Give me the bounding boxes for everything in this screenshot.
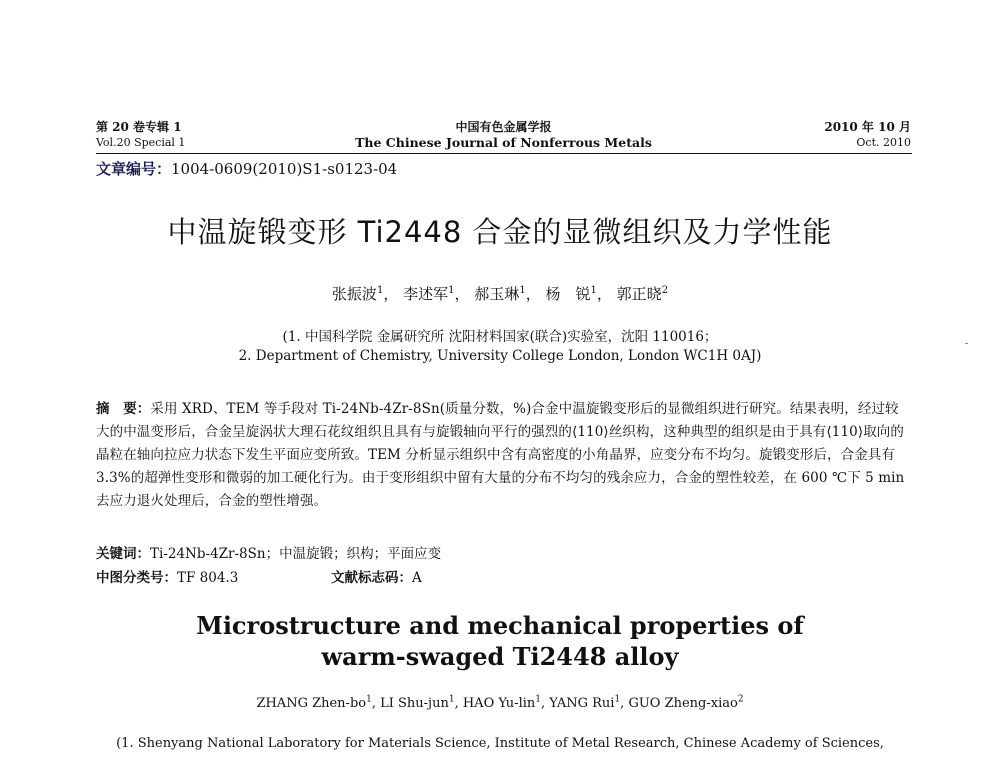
article-number-value: 1004-0609(2010)S1-s0123-04 bbox=[171, 160, 398, 178]
affiliation-cn-line1: (1. 中国科学院 金属研究所 沈阳材料国家(联合)实验室，沈阳 110016； bbox=[282, 329, 718, 345]
author-en-1: ZHANG Zhen-$bo^1$, bbox=[256, 695, 381, 712]
author-cn-3: 郝玉琳$^1$， bbox=[474, 285, 541, 303]
authors-cn bbox=[0, 283, 1000, 304]
authors-en bbox=[0, 695, 1000, 711]
keywords bbox=[96, 542, 441, 562]
affiliation-en: (1. Shenyang National Laboratory for Materials Science, Institute of Metal Research, Chinese Academy of Sciences, bbox=[116, 736, 884, 751]
clc-value: TF 804.3 bbox=[177, 570, 239, 586]
classification bbox=[96, 566, 422, 586]
author-en-2: LI Shu-jun$^1$, bbox=[380, 695, 463, 712]
title-cn: 中温旋锻变形 Ti2448 合金的显微组织及力学性能 bbox=[167, 215, 833, 249]
affiliation-cn-line2: 2. Department of Chemistry, University College London, London WC1H 0AJ) bbox=[238, 348, 762, 364]
keywords-label: 关键词： bbox=[96, 546, 150, 562]
date-cn: 2010 年 10 月 bbox=[824, 120, 911, 134]
title-en-line2: warm-swaged Ti2448 alloy bbox=[321, 642, 679, 671]
doc-code-value: A bbox=[412, 570, 422, 586]
author-cn-4: 杨 锐$^1$， bbox=[545, 285, 612, 303]
journal-name-cn: 中国有色金属学报 bbox=[455, 120, 552, 134]
author-en-4: YANG Rui$^1$, bbox=[549, 695, 629, 712]
volume-cn: 第 20 卷专辑 1 bbox=[96, 120, 182, 134]
title-en-line1: Microstructure and mechanical properties of bbox=[196, 611, 804, 640]
document-code bbox=[331, 566, 422, 586]
abstract-text: 采用 XRD、TEM 等手段对 Ti-24Nb-4Zr-8Sn(质量分数，%)合金中温旋锻变形后的显微组织进行研究。结果表明，经过较大的中温变形后，合金呈旋涡状大理石花纹组织且具有与旋锻轴向平行的强烈的⟨110⟩丝织构，这种典型的组织是由于具有⟨110⟩取向的晶粒在轴向拉应力状态下发生平面应变所致。TEM 分析显示组织中含有高密度的小角晶界，应变分布不均匀。旋锻变形后，合金具有 3.3%的超弹性变形和微弱的加工硬化行为。由于变形组织中留有大量的分布不均匀的残余应力，合金的塑性较差，在 600 ℃下 5 min 去应力退火处理后，合金的塑性增强。 bbox=[96, 401, 905, 509]
article-number-label: 文章编号： bbox=[96, 160, 172, 178]
abstract bbox=[96, 398, 912, 513]
author-cn-2: 李述军$^1$， bbox=[403, 285, 470, 303]
author-cn-5: 郭正晓$^2$ bbox=[616, 285, 669, 303]
volume-en: Vol.20 Special 1 bbox=[96, 136, 186, 149]
date-en: Oct. 2010 bbox=[856, 136, 911, 149]
doc-code-label: 文献标志码： bbox=[331, 570, 412, 586]
header-rule bbox=[96, 153, 912, 154]
scan-artifact bbox=[965, 343, 968, 344]
article-number bbox=[96, 158, 397, 179]
keywords-text: Ti-24Nb-4Zr-8Sn；中温旋锻；织构；平面应变 bbox=[150, 546, 442, 562]
journal-name-en: The Chinese Journal of Nonferrous Metals bbox=[355, 135, 652, 150]
clc-label: 中图分类号： bbox=[96, 570, 177, 586]
author-cn-1: 张振波$^1$， bbox=[331, 285, 399, 303]
author-en-5: GUO Zheng-xiao$^2$ bbox=[628, 695, 744, 712]
author-en-3: HAO Yu-lin$^1$, bbox=[462, 695, 550, 712]
abstract-label: 摘 要： bbox=[96, 401, 151, 417]
